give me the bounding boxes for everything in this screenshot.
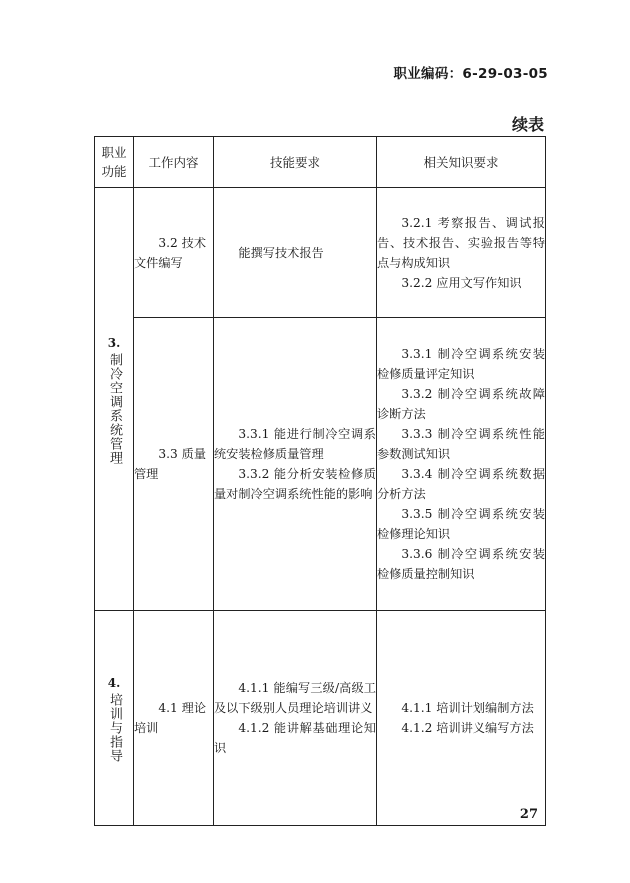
work-content: 4.1 理论培训 bbox=[134, 701, 207, 735]
header-function bbox=[95, 137, 134, 188]
skill-item: 能撰写技术报告 bbox=[238, 245, 324, 260]
header-knowledge-requirements: 相关知识要求 bbox=[377, 137, 546, 188]
knowledge-item: 3.3.2 制冷空调系统故障诊断方法 bbox=[377, 387, 545, 421]
header-skill-requirements: 技能要求 bbox=[214, 137, 377, 188]
skill-item: 4.1.2 能讲解基础理论知识 bbox=[214, 721, 376, 755]
knowledge-cell bbox=[377, 188, 546, 318]
skills-cell bbox=[214, 188, 377, 318]
page-number: 27 bbox=[519, 807, 538, 822]
table-row bbox=[95, 318, 546, 611]
work-content-cell bbox=[134, 611, 214, 826]
continued-label: 续表 bbox=[511, 115, 544, 134]
function-number: 4. bbox=[107, 676, 121, 690]
knowledge-item: 3.2.1 考察报告、调试报告、技术报告、实验报告等特点与构成知识 bbox=[377, 215, 545, 270]
skill-item: 3.3.2 能分析安装检修质量对制冷空调系统性能的影响 bbox=[214, 467, 376, 501]
occupation-code: 职业编码：6-29-03-05 bbox=[393, 66, 548, 82]
skills-cell bbox=[214, 318, 377, 611]
work-content-cell bbox=[134, 318, 214, 611]
work-content-cell bbox=[134, 188, 214, 318]
function-title: 制冷空调系统管理 bbox=[107, 353, 122, 465]
header-work-content: 工作内容 bbox=[134, 137, 214, 188]
function-title: 培训与指导 bbox=[107, 693, 122, 763]
function-cell-3 bbox=[95, 188, 134, 611]
table-row bbox=[95, 611, 546, 826]
skill-item: 3.3.1 能进行制冷空调系统安装检修质量管理 bbox=[214, 427, 376, 461]
function-number: 3. bbox=[107, 336, 121, 350]
table-header-row bbox=[95, 137, 546, 188]
knowledge-item: 3.3.1 制冷空调系统安装检修质量评定知识 bbox=[377, 347, 545, 381]
header-function-line1: 职业 bbox=[101, 145, 127, 160]
work-content: 3.2 技术文件编写 bbox=[134, 235, 207, 270]
knowledge-cell bbox=[377, 318, 546, 611]
knowledge-item: 4.1.1 培训计划编制方法 bbox=[401, 701, 534, 715]
skill-item: 4.1.1 能编写三级/高级工及以下级别人员理论培训讲义 bbox=[214, 681, 376, 715]
header-function-line2: 功能 bbox=[101, 164, 127, 179]
skills-cell bbox=[214, 611, 377, 826]
function-cell-4 bbox=[95, 611, 134, 826]
knowledge-item: 3.3.5 制冷空调系统安装检修理论知识 bbox=[377, 507, 545, 541]
knowledge-item: 3.3.6 制冷空调系统安装检修质量控制知识 bbox=[377, 547, 545, 581]
knowledge-item: 3.3.4 制冷空调系统数据分析方法 bbox=[377, 467, 545, 501]
skills-table bbox=[94, 136, 546, 826]
knowledge-item: 3.3.3 制冷空调系统性能参数测试知识 bbox=[377, 427, 545, 461]
knowledge-cell bbox=[377, 611, 546, 826]
work-content: 3.3 质量管理 bbox=[134, 447, 207, 481]
table-row bbox=[95, 188, 546, 318]
knowledge-item: 3.2.2 应用文写作知识 bbox=[401, 275, 522, 290]
knowledge-item: 4.1.2 培训讲义编写方法 bbox=[401, 721, 534, 735]
